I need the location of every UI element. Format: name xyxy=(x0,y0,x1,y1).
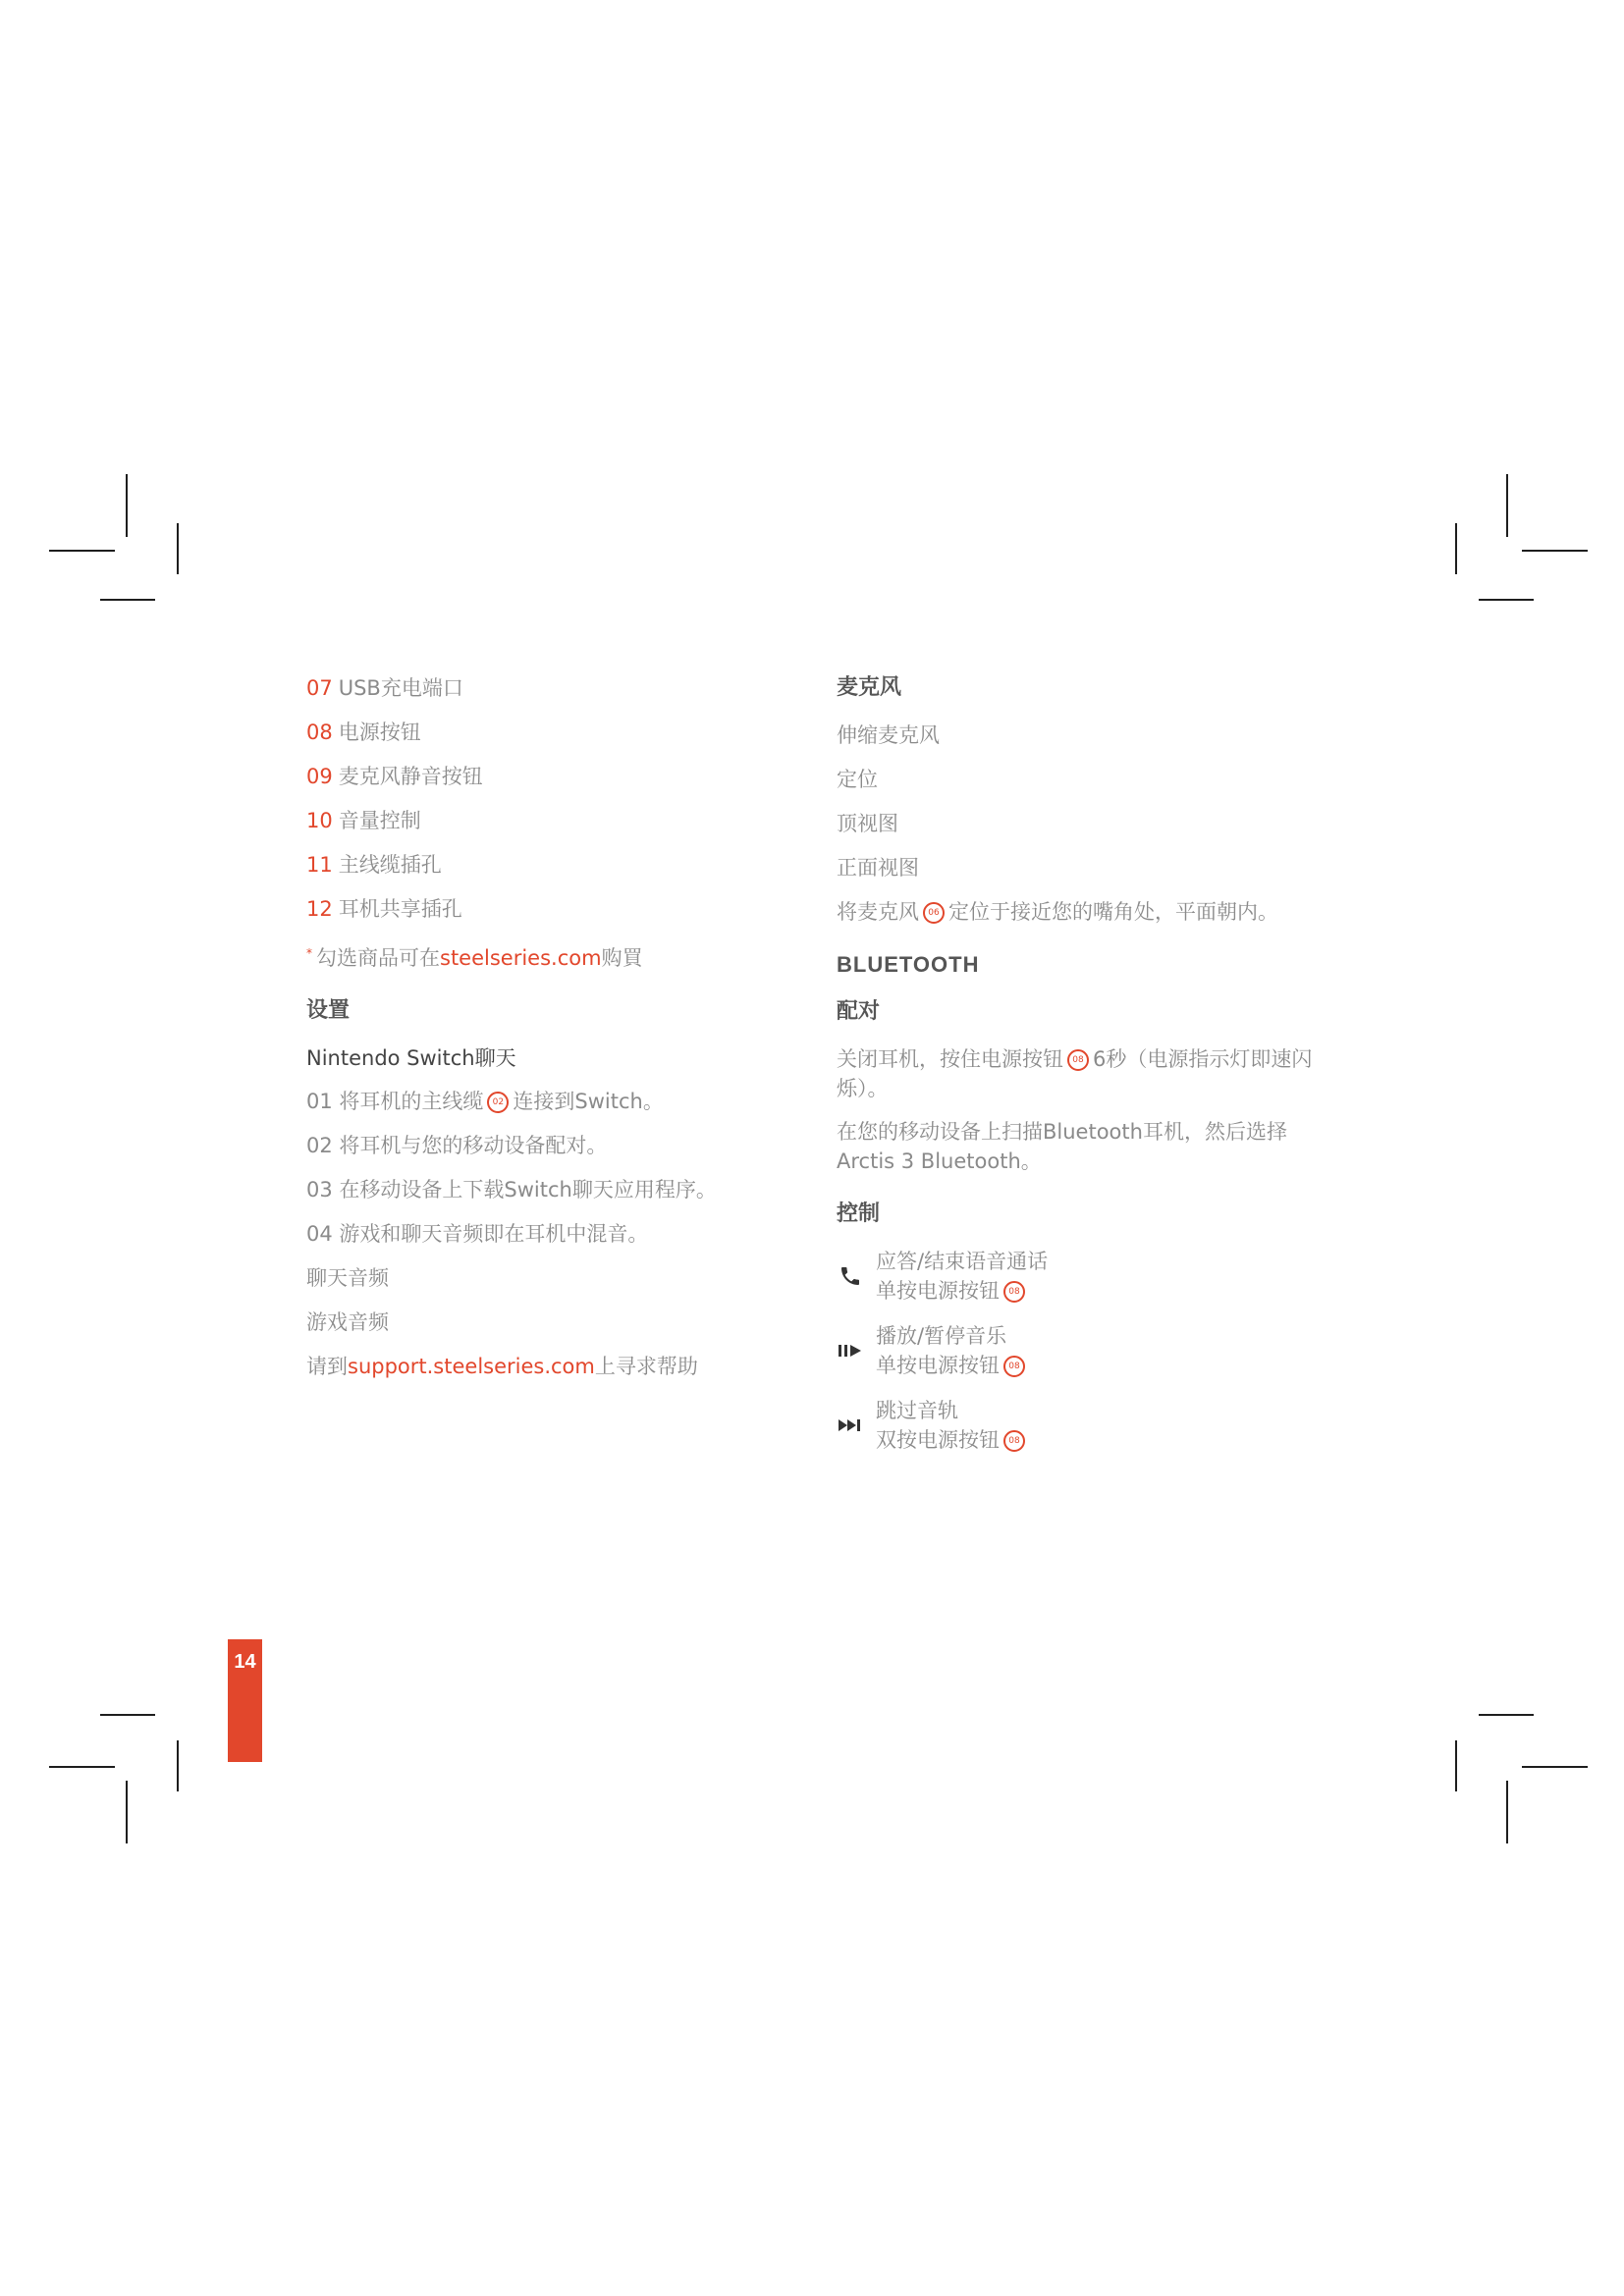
game-audio-label: 游戏音频 xyxy=(306,1310,389,1334)
callout-badge: 02 xyxy=(487,1092,509,1113)
callout-badge: 08 xyxy=(1067,1049,1089,1071)
crop-mark xyxy=(1479,1714,1534,1716)
support-link[interactable]: support.steelseries.com xyxy=(348,1355,595,1378)
phone-icon xyxy=(837,1262,864,1290)
control-item xyxy=(837,1396,1318,1455)
callout-badge: 06 xyxy=(923,902,945,924)
nintendo-heading: Nintendo Switch聊天 xyxy=(306,1046,516,1070)
steelseries-link[interactable]: steelseries.com xyxy=(440,946,602,970)
part-item: 08 电源按钮 xyxy=(306,721,421,744)
control-item xyxy=(837,1321,1318,1380)
play-pause-icon xyxy=(837,1337,864,1364)
crop-mark xyxy=(1479,599,1534,601)
crop-mark xyxy=(1522,550,1588,552)
crop-mark xyxy=(100,1714,155,1716)
setup-step: 03 在移动设备上下载Switch聊天应用程序。 xyxy=(306,1178,717,1201)
control-action: 双按电源按钮 08 xyxy=(876,1425,1029,1455)
crop-mark xyxy=(49,550,115,552)
callout-badge: 08 xyxy=(1003,1430,1025,1452)
pairing-step: 关闭耳机，按住电源按钮 08 6秒（电源指示灯即速闪烁）。 xyxy=(837,1047,1313,1100)
mic-item: 顶视图 xyxy=(837,812,898,835)
callout-badge: 08 xyxy=(1003,1281,1025,1303)
purchase-note: * 勾选商品可在steelseries.com购買 xyxy=(306,946,643,970)
support-note: 请到support.steelseries.com上寻求帮助 xyxy=(306,1355,698,1378)
control-action: 单按电源按钮 08 xyxy=(876,1351,1029,1380)
controls-heading: 控制 xyxy=(837,1201,881,1226)
crop-mark xyxy=(177,1740,179,1791)
part-item: 07 USB充电端口 xyxy=(306,676,463,700)
mic-item: 正面视图 xyxy=(837,856,919,880)
control-title: 跳过音轨 xyxy=(876,1399,958,1422)
crop-mark xyxy=(49,1766,115,1768)
crop-mark xyxy=(1455,1740,1457,1791)
page-number-tab xyxy=(228,1639,262,1762)
pairing-step: 在您的移动设备上扫描Bluetooth耳机，然后选择Arctis 3 Bluetooth。 xyxy=(837,1120,1287,1173)
crop-mark xyxy=(126,1781,128,1843)
bluetooth-heading: BLUETOOTH xyxy=(837,952,980,977)
setup-heading: 设置 xyxy=(306,998,351,1023)
control-title: 播放/暂停音乐 xyxy=(876,1324,1007,1348)
mic-item: 定位 xyxy=(837,768,878,791)
skip-forward-icon xyxy=(837,1412,864,1439)
crop-mark xyxy=(1506,474,1508,537)
part-item: 09 麦克风静音按钮 xyxy=(306,765,483,788)
chat-audio-label: 聊天音频 xyxy=(306,1266,389,1290)
part-item: 10 音量控制 xyxy=(306,809,421,832)
control-action: 单按电源按钮 08 xyxy=(876,1276,1048,1306)
crop-mark xyxy=(1522,1766,1588,1768)
control-title: 应答/结束语音通话 xyxy=(876,1250,1049,1273)
part-item: 12 耳机共享插孔 xyxy=(306,897,462,921)
right-column xyxy=(837,673,1318,1470)
pairing-heading: 配对 xyxy=(837,999,881,1024)
part-item: 11 主线缆插孔 xyxy=(306,853,442,877)
setup-step: 01 将耳机的主线缆 02 连接到Switch。 xyxy=(306,1090,664,1113)
setup-step: 04 游戏和聊天音频即在耳机中混音。 xyxy=(306,1222,649,1246)
crop-mark xyxy=(126,474,128,537)
callout-badge: 08 xyxy=(1003,1356,1025,1377)
mic-item: 伸缩麦克风 xyxy=(837,723,940,747)
mic-position: 将麦克风 06 定位于接近您的嘴角处，平面朝内。 xyxy=(837,900,1278,924)
crop-mark xyxy=(1455,523,1457,574)
crop-mark xyxy=(1506,1781,1508,1843)
setup-step: 02 将耳机与您的移动设备配对。 xyxy=(306,1134,608,1157)
page-number: 14 xyxy=(234,1651,256,1673)
crop-mark xyxy=(100,599,155,601)
crop-mark xyxy=(177,523,179,574)
control-item xyxy=(837,1247,1318,1306)
left-column xyxy=(306,673,797,1396)
mic-heading: 麦克风 xyxy=(837,675,902,700)
